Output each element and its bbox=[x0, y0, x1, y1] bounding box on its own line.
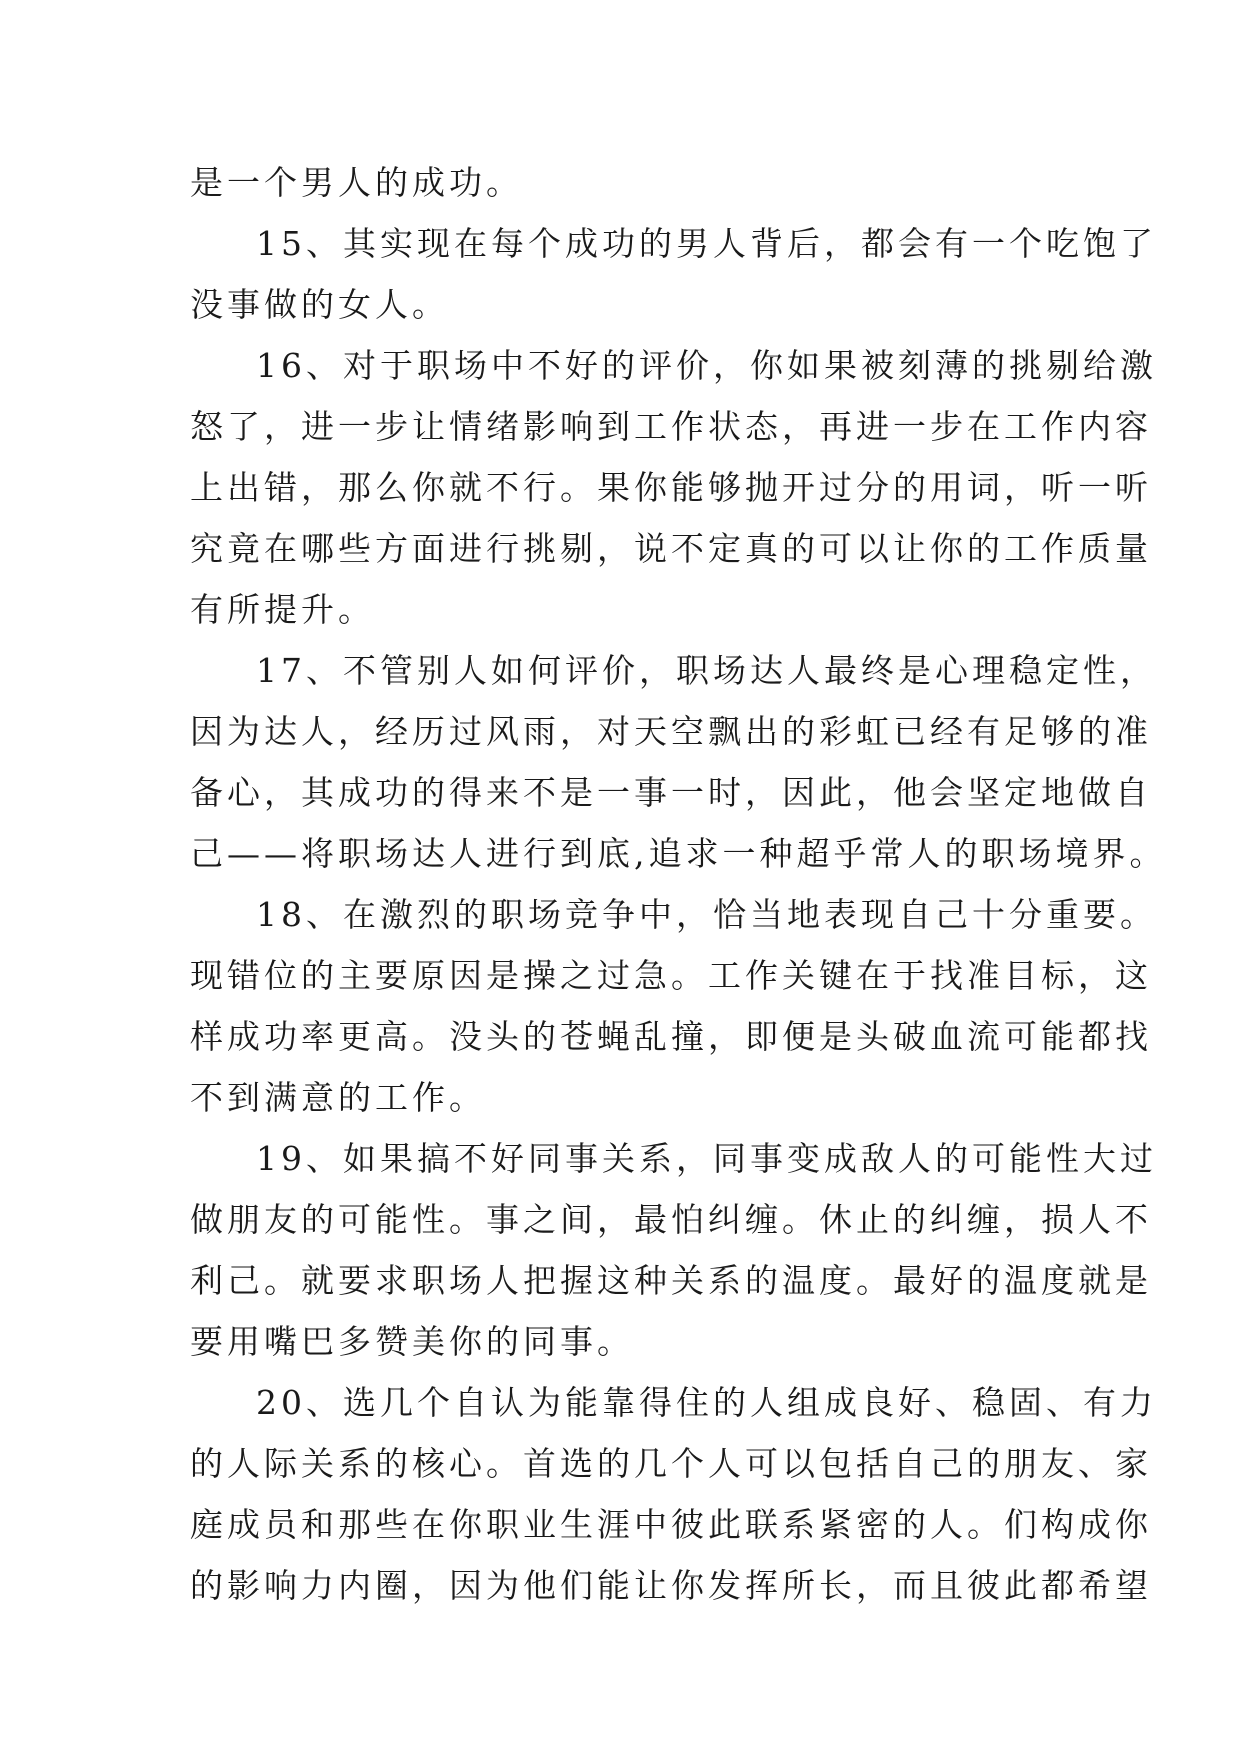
text-line: 15、其实现在每个成功的男人背后，都会有一个吃饱了 bbox=[256, 224, 1157, 263]
text-line: 不到满意的工作。 bbox=[190, 1078, 486, 1117]
text-line: 是一个男人的成功。 bbox=[190, 163, 523, 202]
paragraph-14-tail bbox=[190, 152, 1060, 213]
text-line: 要用嘴巴多赞美你的同事。 bbox=[190, 1322, 634, 1361]
text-line: 备心，其成功的得来不是一事一时，因此，他会坚定地做自 bbox=[190, 773, 1152, 812]
text-line: 16、对于职场中不好的评价，你如果被刻薄的挑剔给激 bbox=[256, 346, 1157, 385]
text-line: 20、选几个自认为能靠得住的人组成良好、稳固、有力 bbox=[256, 1383, 1157, 1422]
paragraph-17 bbox=[190, 640, 1167, 884]
body-text bbox=[190, 152, 1167, 1616]
text-line: 19、如果搞不好同事关系，同事变成敌人的可能性大过 bbox=[256, 1139, 1157, 1178]
paragraph-18 bbox=[190, 884, 1157, 1128]
text-line: 怒了，进一步让情绪影响到工作状态，再进一步在工作内容 bbox=[190, 407, 1152, 446]
text-line: 18、在激烈的职场竞争中，恰当地表现自己十分重要。 bbox=[256, 895, 1157, 934]
text-line: 究竟在哪些方面进行挑剔，说不定真的可以让你的工作质量 bbox=[190, 529, 1152, 568]
paragraph-19 bbox=[190, 1128, 1157, 1372]
text-line: 的影响力内圈，因为他们能让你发挥所长，而且彼此都希望 bbox=[190, 1566, 1152, 1605]
text-line: 庭成员和那些在你职业生涯中彼此联系紧密的人。们构成你 bbox=[190, 1505, 1152, 1544]
paragraph-20 bbox=[190, 1372, 1157, 1616]
paragraph-15 bbox=[190, 213, 1157, 335]
text-line: 做朋友的可能性。事之间，最怕纠缠。休止的纠缠，损人不 bbox=[190, 1200, 1152, 1239]
text-line: 样成功率更高。没头的苍蝇乱撞，即便是头破血流可能都找 bbox=[190, 1017, 1152, 1056]
text-line: 利己。就要求职场人把握这种关系的温度。最好的温度就是 bbox=[190, 1261, 1152, 1300]
text-line: 没事做的女人。 bbox=[190, 285, 449, 324]
text-line: 的人际关系的核心。首选的几个人可以包括自己的朋友、家 bbox=[190, 1444, 1152, 1483]
text-line: 因为达人，经历过风雨，对天空飘出的彩虹已经有足够的准 bbox=[190, 712, 1152, 751]
text-line: 上出错，那么你就不行。果你能够抛开过分的用词，听一听 bbox=[190, 468, 1152, 507]
text-line: 有所提升。 bbox=[190, 590, 375, 629]
text-line: 己——将职场达人进行到底,追求一种超乎常人的职场境界。 bbox=[190, 834, 1167, 873]
text-line: 17、不管别人如何评价，职场达人最终是心理稳定性， bbox=[256, 651, 1157, 690]
text-line: 现错位的主要原因是操之过急。工作关键在于找准目标，这 bbox=[190, 956, 1152, 995]
paragraph-16 bbox=[190, 335, 1157, 640]
